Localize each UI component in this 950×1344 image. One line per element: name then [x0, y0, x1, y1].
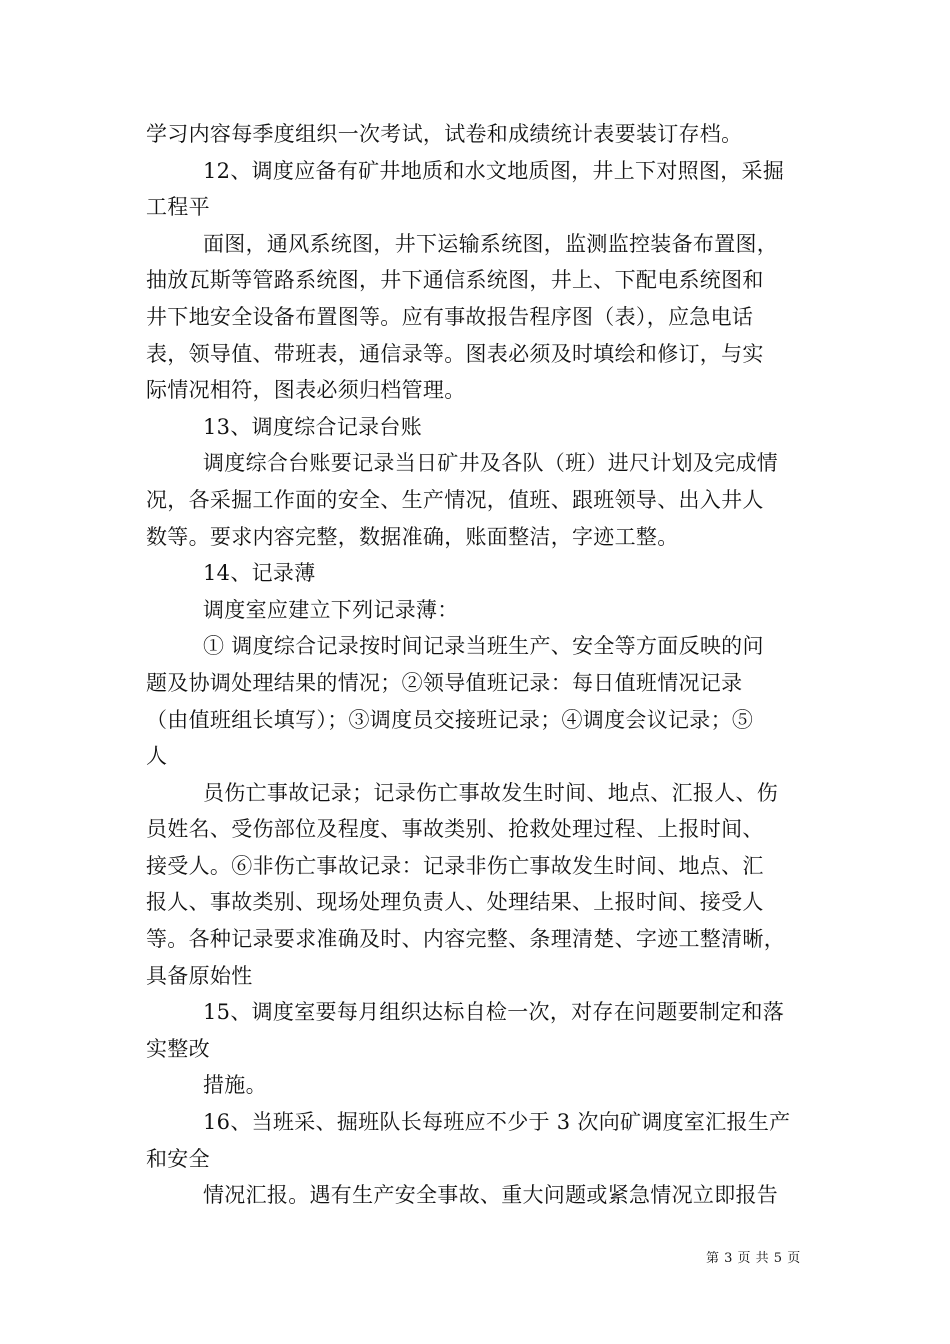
text-line: （由值班组长填写）；③调度员交接班记录；④调度会议记录；⑤: [146, 707, 754, 732]
text-line: 数等。要求内容完整，数据准确，账面整洁，字迹工整。: [146, 524, 679, 549]
text-line: 井下地安全设备布置图等。应有事故报告程序图（表），应急电话: [146, 304, 754, 329]
page-footer: 第 3 页 共 5 页: [706, 1251, 801, 1266]
text-line: 情况汇报。遇有生产安全事故、重大问题或紧急情况立即报告: [203, 1183, 779, 1208]
text-line: 报人、事故类别、现场处理负责人、处理结果、上报时间、接受人: [146, 890, 764, 915]
text-line: 13、调度综合记录台账: [203, 414, 423, 439]
text-line: 员姓名、受伤部位及程度、事故类别、抢救处理过程、上报时间、: [146, 817, 764, 842]
text-line: 题及协调处理结果的情况；②领导值班记录：每日值班情况记录: [146, 670, 743, 695]
text-line: 调度室应建立下列记录薄：: [203, 597, 459, 622]
text-line: 等。各种记录要求准确及时、内容完整、条理清楚、字迹工整清晰，: [146, 927, 785, 952]
document-body: [146, 116, 818, 1214]
text-line: 14、记录薄: [203, 561, 316, 586]
text-line: 接受人。⑥非伤亡事故记录：记录非伤亡事故发生时间、地点、汇: [146, 853, 764, 878]
text-line: 表，领导值、带班表，通信录等。图表必须及时填绘和修订，与实: [146, 341, 764, 366]
text-line: 学习内容每季度组织一次考试，试卷和成绩统计表要装订存档。: [146, 122, 743, 146]
text-line: 员伤亡事故记录；记录伤亡事故发生时间、地点、汇报人、伤: [203, 780, 779, 805]
text-line: 15、调度室要每月组织达标自检一次，对存在问题要制定和落: [203, 1000, 785, 1025]
text-line: 调度综合台账要记录当日矿井及各队（班）进尺计划及完成情: [203, 451, 779, 476]
text-line: 工程平: [146, 195, 210, 220]
text-line: 际情况相符，图表必须归档管理。: [146, 378, 466, 403]
text-line: 和安全: [146, 1146, 210, 1171]
text-line: 实整改: [146, 1036, 210, 1061]
text-line: 16、当班采、掘班队长每班应不少于 3 次向矿调度室汇报生产: [203, 1110, 791, 1135]
text-line: 人: [146, 744, 168, 769]
text-line: ① 调度综合记录按时间记录当班生产、安全等方面反映的问: [203, 634, 764, 659]
text-line: 况，各采掘工作面的安全、生产情况，值班、跟班领导、出入井人: [146, 487, 764, 512]
text-line: 12、调度应备有矿井地质和水文地质图，井上下对照图，采掘: [203, 158, 785, 183]
text-line: 具备原始性: [146, 963, 253, 988]
text-line: 抽放瓦斯等管路系统图，井下通信系统图，井上、下配电系统图和: [146, 268, 764, 293]
text-line: 面图，通风系统图，井下运输系统图，监测监控装备布置图，: [203, 231, 779, 256]
text-line: 措施。: [203, 1073, 267, 1098]
